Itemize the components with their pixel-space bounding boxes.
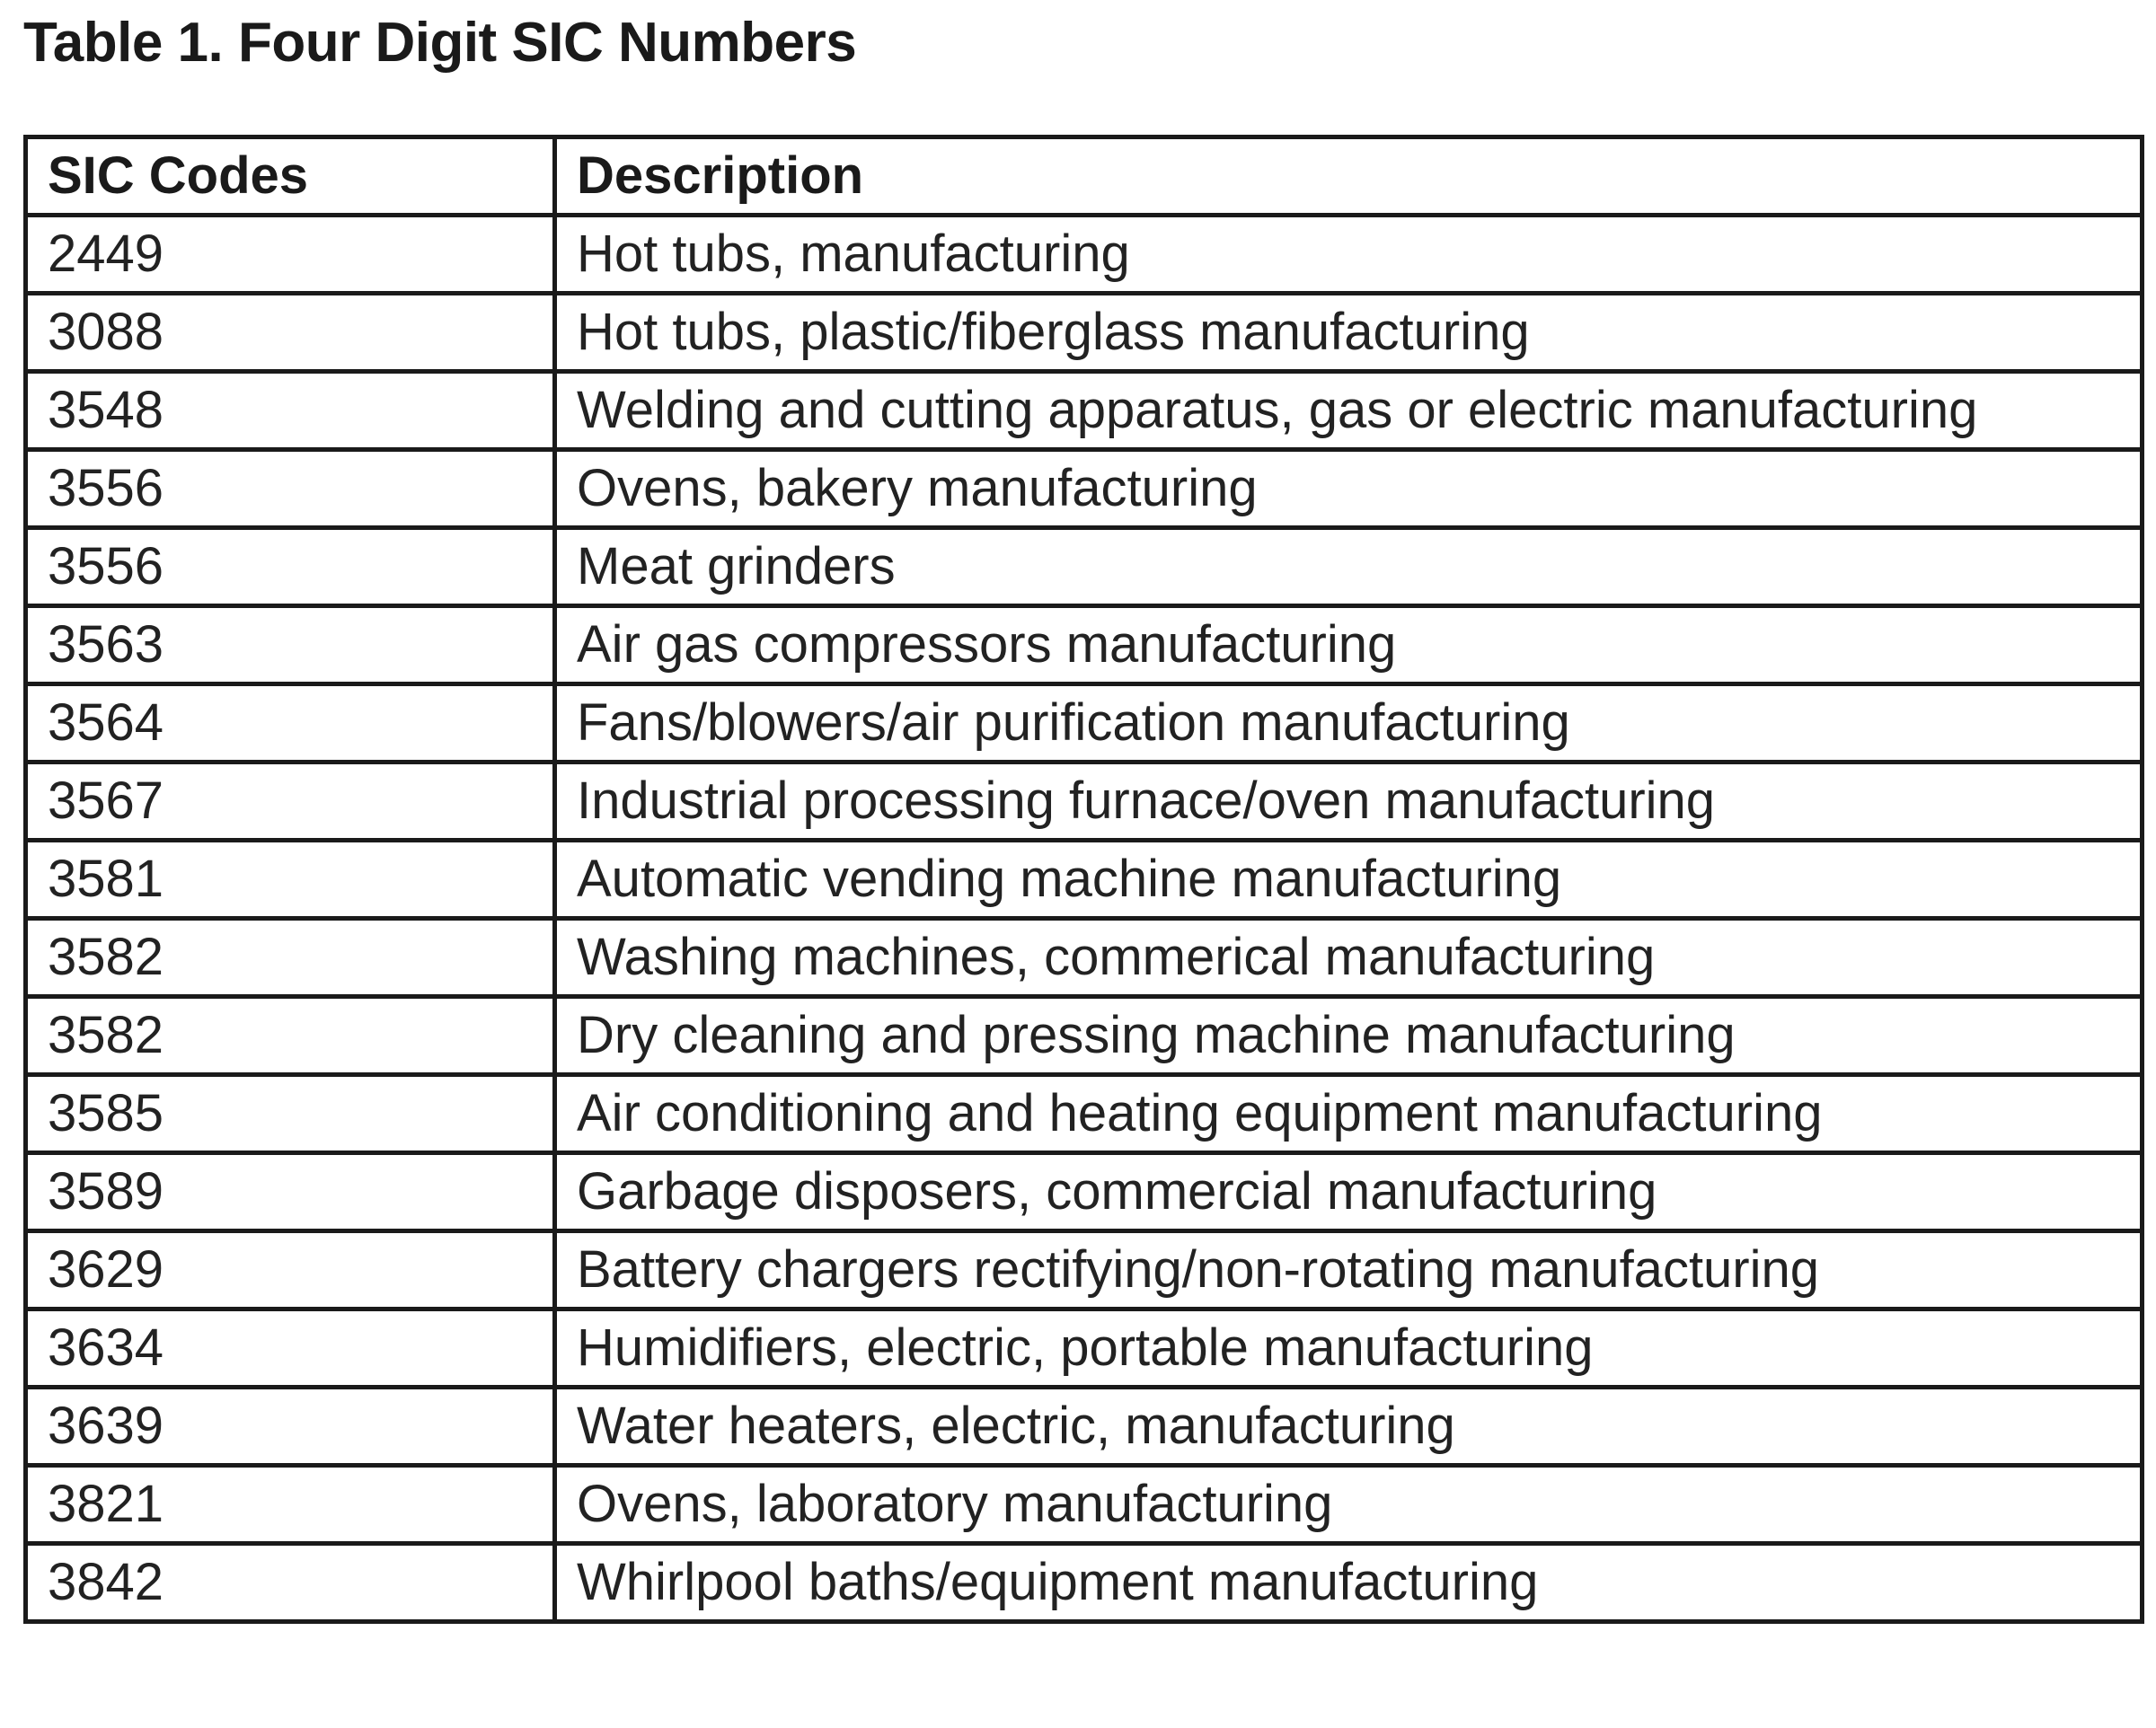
description-cell: Industrial processing furnace/oven manufacturing (555, 763, 2143, 841)
table-header (26, 137, 2143, 216)
description-cell: Meat grinders (555, 528, 2143, 606)
sic-code-cell: 3088 (26, 294, 555, 372)
description-cell: Hot tubs, manufacturing (555, 216, 2143, 294)
table-row (26, 606, 2143, 684)
sic-codes-table (23, 135, 2144, 1624)
sic-code-cell: 3821 (26, 1466, 555, 1544)
header-row (26, 137, 2143, 216)
table-row (26, 450, 2143, 528)
sic-code-cell: 3556 (26, 528, 555, 606)
description-cell: Whirlpool baths/equipment manufacturing (555, 1544, 2143, 1622)
description-cell: Ovens, bakery manufacturing (555, 450, 2143, 528)
table-body (26, 216, 2143, 1622)
table-row (26, 1309, 2143, 1388)
description-cell: Battery chargers rectifying/non-rotating manufacturing (555, 1231, 2143, 1309)
description-cell: Automatic vending machine manufacturing (555, 841, 2143, 919)
description-cell: Fans/blowers/air purification manufacturing (555, 684, 2143, 763)
table-title: Table 1. Four Digit SIC Numbers (23, 12, 857, 74)
description-cell: Humidifiers, electric, portable manufacturing (555, 1309, 2143, 1388)
description-cell: Garbage disposers, commercial manufacturing (555, 1153, 2143, 1231)
table-row (26, 216, 2143, 294)
sic-code-cell: 3581 (26, 841, 555, 919)
sic-code-cell: 3556 (26, 450, 555, 528)
description-cell: Water heaters, electric, manufacturing (555, 1388, 2143, 1466)
sic-code-cell: 3548 (26, 372, 555, 450)
sic-code-cell: 3582 (26, 997, 555, 1075)
table-row (26, 919, 2143, 997)
table-row (26, 528, 2143, 606)
table-row (26, 1466, 2143, 1544)
table-row (26, 684, 2143, 763)
description-cell: Dry cleaning and pressing machine manufacturing (555, 997, 2143, 1075)
description-cell: Air gas compressors manufacturing (555, 606, 2143, 684)
sic-code-cell: 3634 (26, 1309, 555, 1388)
description-cell: Washing machines, commerical manufacturing (555, 919, 2143, 997)
table-row (26, 841, 2143, 919)
description-cell: Hot tubs, plastic/fiberglass manufacturing (555, 294, 2143, 372)
description-cell: Ovens, laboratory manufacturing (555, 1466, 2143, 1544)
table-row (26, 372, 2143, 450)
sic-code-cell: 3563 (26, 606, 555, 684)
sic-code-cell: 3567 (26, 763, 555, 841)
table-row (26, 1388, 2143, 1466)
sic-codes-column-header: SIC Codes (26, 137, 555, 216)
sic-code-cell: 3842 (26, 1544, 555, 1622)
sic-code-cell: 3639 (26, 1388, 555, 1466)
description-column-header: Description (555, 137, 2143, 216)
sic-code-cell: 3589 (26, 1153, 555, 1231)
description-cell: Air conditioning and heating equipment manufacturing (555, 1075, 2143, 1153)
table-row (26, 1075, 2143, 1153)
sic-code-cell: 3629 (26, 1231, 555, 1309)
table-row (26, 1231, 2143, 1309)
table-row (26, 294, 2143, 372)
table-row (26, 1544, 2143, 1622)
sic-code-cell: 2449 (26, 216, 555, 294)
description-cell: Welding and cutting apparatus, gas or electric manufacturing (555, 372, 2143, 450)
sic-code-cell: 3564 (26, 684, 555, 763)
sic-code-cell: 3582 (26, 919, 555, 997)
table-row (26, 997, 2143, 1075)
table-row (26, 763, 2143, 841)
sic-code-cell: 3585 (26, 1075, 555, 1153)
table-row (26, 1153, 2143, 1231)
